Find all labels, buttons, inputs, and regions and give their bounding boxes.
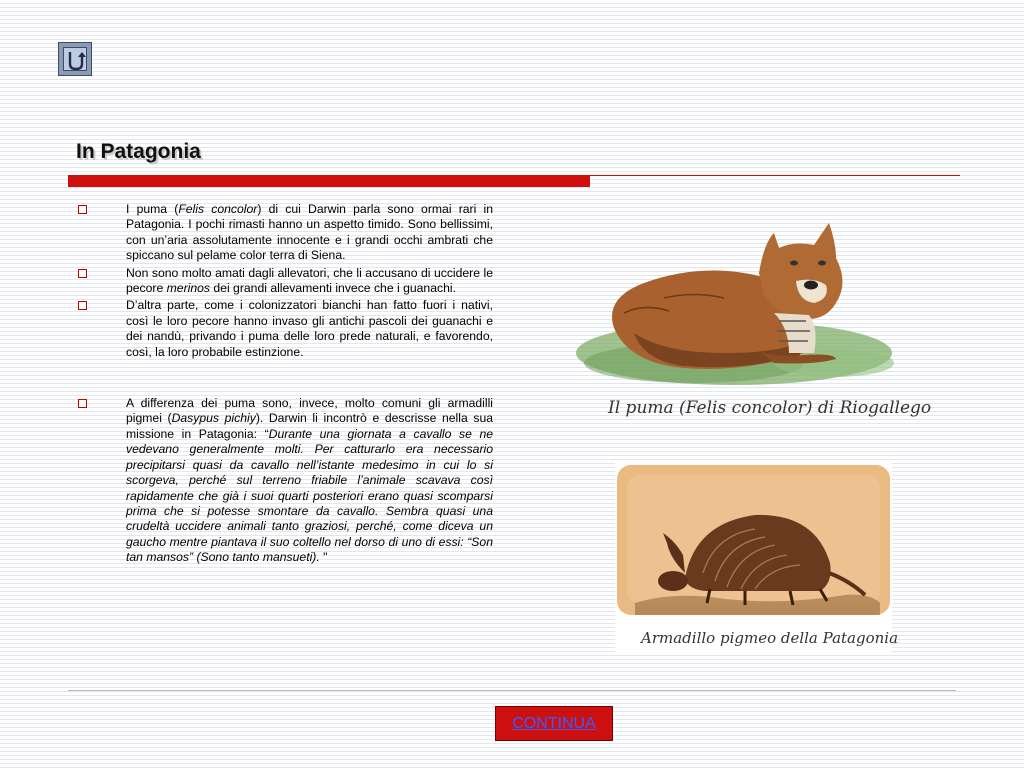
list-item: [76, 202, 493, 264]
armadillo-caption: Armadillo pigmeo della Patagonia: [641, 629, 899, 647]
list-item: [76, 396, 493, 565]
armadillo-drawing: [615, 463, 899, 653]
armadillo-illustration: [615, 463, 899, 653]
text-segment: D’altra parte, come i colonizzatori bianchi han fatto fuori i nativi, così le loro pecore hanno invaso gli antichi pascoli dei guanachi e dei nandù, privando i puma delle loro prede naturali, e favorendo, così, la loro probabile estinzione.: [126, 298, 493, 359]
title-rule-thin: [590, 175, 960, 176]
square-bullet-icon: [78, 269, 87, 278]
text-segment: ). Darwin li incontrò e descrisse nella sua missione in Patagonia: “: [126, 411, 494, 441]
puma-illustration: [574, 203, 932, 425]
square-bullet-icon: [78, 205, 87, 214]
page-title: In Patagonia: [76, 140, 201, 163]
u-turn-icon: [59, 43, 93, 77]
continue-link[interactable]: CONTINUA: [512, 714, 596, 732]
text-segment-italic: Durante una giornata a cavallo se ne vedevano generalmente molti. Per catturarlo era necessario precipitarsi quasi da cavallo nell’istante medesimo in cui lo si scorgeva, perché sul terreno friabile l’animale scavava così rapidamente che già i suoi quarti posteriori erano quasi scomparsi prima che si potesse smontare da cavallo. Sembra quasi una crudeltà uccidere animali tanto graziosi, perché, come diceva un gaucho mentre piantava il suo coltello nel dorso di uno di essi: “Son tan mansos” (Sono tanto mansueti).: [126, 426, 493, 565]
text-segment: ) di cui Darwin parla sono ormai rari in Patagonia. I pochi rimasti hanno un aspetto timido. Sono bellissimi, con un’aria assolutamente innocente e i grandi occhi ambrati che spiccano sul pelame color terra di Siena.: [126, 202, 494, 263]
square-bullet-icon: [78, 399, 87, 408]
list-item: [76, 298, 493, 360]
text-segment-italic: Felis concolor: [178, 202, 258, 216]
title-rule: [68, 175, 590, 187]
text-segment-italic: Dasypus pichiy: [171, 411, 256, 426]
bullet-list: [76, 202, 493, 568]
text-segment: ": [323, 550, 328, 565]
back-button[interactable]: [58, 42, 92, 76]
continue-button[interactable]: [495, 706, 613, 741]
text-segment: dei grandi allevamenti invece che i guanachi.: [210, 281, 456, 296]
square-bullet-icon: [78, 301, 87, 310]
text-segment: I puma (: [126, 202, 179, 216]
footer-rule: [68, 690, 956, 691]
text-segment: Non sono molto amati dagli allevatori, che li accusano di uccidere le pecore: [126, 265, 493, 296]
text-segment: A differenza dei puma sono, invece, molto comuni gli armadilli pigmei (: [126, 396, 493, 426]
text-segment-italic: merinos: [166, 281, 211, 296]
list-item: [76, 266, 493, 297]
puma-caption: Il puma (Felis concolor) di Riogallego: [608, 398, 932, 418]
